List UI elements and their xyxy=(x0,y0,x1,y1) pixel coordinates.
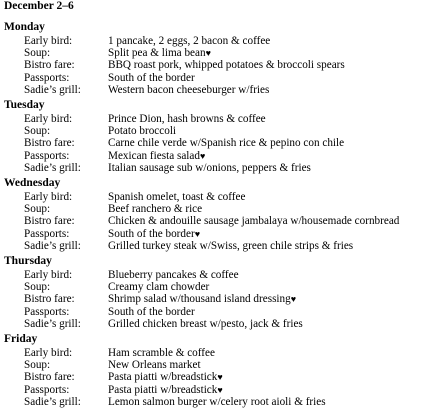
dish-text: Beef ranchero & rice xyxy=(108,202,203,215)
menu-row xyxy=(0,396,431,408)
menu-row xyxy=(0,293,431,305)
heart-icon: ♥ xyxy=(290,294,297,305)
dish-value xyxy=(108,347,215,359)
station-label: Early bird: xyxy=(24,268,73,281)
dish-value xyxy=(108,228,200,240)
station-label: Sadie’s grill: xyxy=(24,318,81,331)
day-heading: Wednesday xyxy=(4,177,61,189)
dish-value xyxy=(108,113,266,125)
dish-text: Carne chile verde w/Spanish rice & pepino con chile xyxy=(108,137,345,150)
station-label: Soup: xyxy=(24,202,51,215)
dish-text: Spanish omelet, toast & coffee xyxy=(108,190,246,203)
dish-text: BBQ roast pork, whipped potatoes & broccoli spears xyxy=(108,59,345,72)
station-label: Early bird: xyxy=(24,34,73,47)
station-label: Soup: xyxy=(24,124,51,137)
dish-value xyxy=(108,396,326,408)
dish-text: Blueberry pancakes & coffee xyxy=(108,268,239,281)
dish-text: Grilled chicken breast w/pesto, jack & fries xyxy=(108,318,303,331)
station-label: Sadie’s grill: xyxy=(24,84,81,97)
heart-icon: ♥ xyxy=(217,372,223,383)
station-label: Bistro fare: xyxy=(24,137,75,150)
station-label: Soup: xyxy=(24,46,51,59)
dish-value xyxy=(108,137,344,149)
dish-text: South of the border xyxy=(108,305,195,318)
dish-text: Lemon salmon burger w/celery root aioli & fries xyxy=(108,396,326,409)
menu-row xyxy=(0,113,431,125)
heart-icon: ♥ xyxy=(217,384,223,395)
dish-value xyxy=(108,293,296,305)
dish-value xyxy=(108,150,205,162)
station-label: Early bird: xyxy=(24,190,73,203)
dish-value xyxy=(108,59,345,71)
station-label: Bistro fare: xyxy=(24,59,75,72)
menu-row xyxy=(0,347,431,359)
station-label: Sadie’s grill: xyxy=(24,240,81,253)
menu-row xyxy=(0,306,431,318)
station-label: Sadie’s grill: xyxy=(24,162,81,175)
dish-value xyxy=(108,203,202,215)
dish-text: South of the border xyxy=(108,227,195,240)
dish-text: Western bacon cheeseburger w/fries xyxy=(108,84,270,97)
dish-value xyxy=(108,371,223,383)
menu-row xyxy=(0,150,431,162)
heart-icon: ♥ xyxy=(199,150,206,161)
dish-text: Italian sausage sub w/onions, peppers & fries xyxy=(108,162,311,175)
dish-value xyxy=(108,162,311,174)
menu-row xyxy=(0,215,431,227)
menu-row xyxy=(0,384,431,396)
menu-row xyxy=(0,359,431,371)
dish-value xyxy=(108,306,195,318)
heart-icon: ♥ xyxy=(205,47,211,58)
dish-value xyxy=(108,125,176,137)
dish-value xyxy=(108,269,239,281)
menu-row xyxy=(0,47,431,59)
station-label: Bistro fare: xyxy=(24,215,75,228)
menu-row xyxy=(0,318,431,330)
day-heading: Thursday xyxy=(4,255,52,267)
menu-row xyxy=(0,35,431,47)
dish-text: Mexican fiesta salad xyxy=(108,149,200,162)
station-label: Passports: xyxy=(24,71,70,84)
menu-row xyxy=(0,125,431,137)
dish-text: Prince Dion, hash browns & coffee xyxy=(108,112,266,125)
dish-text: South of the border xyxy=(108,71,195,84)
station-label: Soup: xyxy=(24,358,51,371)
dish-text: Shrimp salad w/thousand island dressing xyxy=(108,293,291,306)
dish-text: Pasta piatti w/breadstick xyxy=(108,383,218,396)
dish-text: Ham scramble & coffee xyxy=(108,346,215,359)
menu-row xyxy=(0,203,431,215)
dish-value xyxy=(108,191,245,203)
menu-row xyxy=(0,72,431,84)
day-heading: Friday xyxy=(4,333,38,345)
station-label: Early bird: xyxy=(24,346,73,359)
station-label: Bistro fare: xyxy=(24,293,75,306)
dish-value xyxy=(108,318,303,330)
menu-row xyxy=(0,59,431,71)
menu-row xyxy=(0,84,431,96)
dish-text: Potato broccoli xyxy=(108,124,177,137)
dish-text: Creamy clam chowder xyxy=(108,280,210,293)
dish-text: Chicken & andouille sausage jambalaya w/housemade cornbread xyxy=(108,215,400,228)
menu-row xyxy=(0,162,431,174)
station-label: Passports: xyxy=(24,227,70,240)
station-label: Passports: xyxy=(24,305,70,318)
page-title: December 2–6 xyxy=(4,0,74,12)
dish-value xyxy=(108,72,195,84)
menu-row xyxy=(0,281,431,293)
dish-value xyxy=(108,384,223,396)
dish-value xyxy=(108,281,209,293)
menu-row xyxy=(0,228,431,240)
station-label: Early bird: xyxy=(24,112,73,125)
dish-text: Pasta piatti w/breadstick xyxy=(108,371,218,384)
station-label: Passports: xyxy=(24,383,70,396)
station-label: Passports: xyxy=(24,149,70,162)
day-heading: Tuesday xyxy=(4,99,45,111)
dish-text: Split pea & lima bean xyxy=(108,46,206,59)
heart-icon: ♥ xyxy=(194,228,201,239)
station-label: Sadie’s grill: xyxy=(24,396,81,409)
dish-value xyxy=(108,35,270,47)
dish-text: 1 pancake, 2 eggs, 2 bacon & coffee xyxy=(108,34,271,47)
menu-row xyxy=(0,191,431,203)
dish-value xyxy=(108,84,269,96)
dish-value xyxy=(108,215,399,227)
menu-row xyxy=(0,240,431,252)
dish-value xyxy=(108,240,353,252)
menu-row xyxy=(0,269,431,281)
dish-text: New Orleans market xyxy=(108,358,201,371)
dish-text: Grilled turkey steak w/Swiss, green chile strips & fries xyxy=(108,240,354,253)
day-heading: Monday xyxy=(4,21,45,33)
menu-row xyxy=(0,371,431,383)
station-label: Bistro fare: xyxy=(24,371,75,384)
station-label: Soup: xyxy=(24,280,51,293)
dish-value xyxy=(108,359,201,371)
dish-value xyxy=(108,47,211,59)
menu-row xyxy=(0,137,431,149)
